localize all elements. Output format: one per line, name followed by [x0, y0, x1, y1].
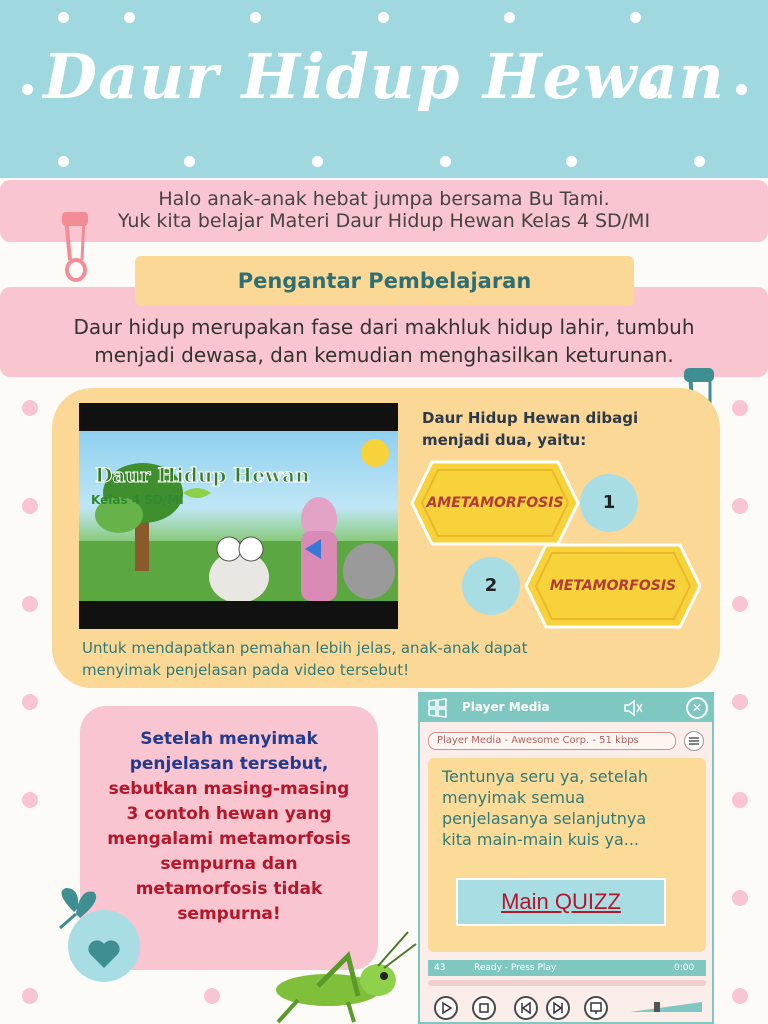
decor-dot [22, 498, 38, 514]
status-count: 43 [434, 963, 446, 973]
greeting-line: Yuk kita belajar Materi Daur Hidup Hewan Kelas 4 SD/MI [117, 210, 651, 232]
bow-heart-icon [46, 884, 156, 984]
decor-dot [312, 156, 323, 167]
question-line: mengalami metamorfosis [107, 829, 351, 849]
decor-dot [22, 988, 38, 1004]
decor-dot [58, 12, 69, 23]
greeting-band [0, 180, 768, 242]
windows-logo-icon [426, 698, 448, 718]
intro-tab-title: Pengantar Pembelajaran [135, 256, 634, 306]
decor-dot [566, 156, 577, 167]
play-button[interactable] [434, 996, 458, 1020]
ametamorfosis-badge [410, 460, 580, 546]
decor-dot [440, 156, 451, 167]
decor-dot [58, 156, 69, 167]
number-badge: 1 [580, 474, 638, 532]
stop-icon [474, 998, 494, 1018]
next-icon [548, 998, 568, 1018]
video-note-line: menyimak penjelasan pada video tersebut! [82, 661, 410, 679]
video-note-line: Untuk mendapatkan pemahan lebih jelas, anak-anak dapat [82, 639, 528, 657]
monitor-icon [586, 998, 606, 1018]
stop-button[interactable] [472, 996, 496, 1020]
video-scene-art [79, 431, 398, 601]
screen-button[interactable] [584, 996, 608, 1020]
decor-dot [732, 498, 748, 514]
decor-dot [504, 12, 515, 23]
menu-icon[interactable] [684, 731, 704, 751]
decor-dot [732, 694, 748, 710]
decor-dot [184, 156, 195, 167]
decor-dot [250, 12, 261, 23]
intro-line: menjadi dewasa, dan kemudian menghasilkan keturunan. [94, 343, 674, 367]
types-heading-line: Daur Hidup Hewan dibagi [422, 409, 639, 427]
intro-line: Daur hidup merupakan fase dari makhluk hidup lahir, tumbuh [73, 315, 695, 339]
video-player[interactable] [79, 403, 398, 629]
video-subtitle: Kelas 4 SD/MI [91, 493, 184, 507]
previous-button[interactable] [514, 996, 538, 1020]
question-line: 3 contoh hewan yang [126, 804, 332, 824]
decor-dot [694, 156, 705, 167]
play-icon [436, 998, 456, 1018]
question-line: sempurna dan [160, 854, 298, 874]
question-line: metamorfosis tidak [135, 879, 323, 899]
player-message-line: kita main-main kuis ya... [442, 830, 639, 849]
status-message: Ready - Press Play [474, 963, 557, 973]
player-message-line: menyimak semua [442, 788, 585, 807]
player-status-bar [428, 960, 706, 976]
decor-dot [22, 400, 38, 416]
grasshopper-icon [258, 930, 418, 1024]
close-icon[interactable]: ✕ [686, 697, 708, 719]
ametamorfosis-label: AMETAMORFOSIS [426, 495, 564, 511]
decor-dot [732, 400, 748, 416]
player-message [442, 766, 700, 850]
main-quiz-button[interactable]: Main QUIZZ [456, 878, 666, 926]
player-message-line: penjelasanya selanjutnya [442, 809, 647, 828]
decor-dot [732, 792, 748, 808]
previous-icon [516, 998, 536, 1018]
decor-dot [204, 988, 220, 1004]
decor-dot [630, 12, 641, 23]
safety-pin-icon [58, 210, 94, 284]
types-heading-line: menjadi dua, yaitu: [422, 431, 587, 449]
types-heading [422, 407, 712, 451]
volume-slider[interactable] [630, 1002, 702, 1012]
player-address-bar: Player Media - Awesome Corp. - 51 kbps [428, 732, 676, 750]
header-banner [0, 0, 768, 178]
greeting-line: Halo anak-anak hebat jumpa bersama Bu Tami. [158, 188, 610, 210]
decor-dot [22, 596, 38, 612]
decor-dot [22, 694, 38, 710]
video-title: Daur Hidup Hewan [95, 463, 310, 487]
decor-dot [22, 792, 38, 808]
question-line: Setelah menyimak [140, 729, 318, 749]
decor-dot [124, 12, 135, 23]
progress-bar[interactable] [428, 980, 706, 986]
video-note [82, 637, 682, 681]
question-line: sebutkan masing-masing [108, 779, 350, 799]
player-titlebar [420, 694, 712, 722]
question-line: sempurna! [177, 904, 281, 924]
metamorfosis-label: METAMORFOSIS [549, 578, 677, 594]
player-screen [428, 758, 706, 952]
next-button[interactable] [546, 996, 570, 1020]
media-player-window [418, 692, 714, 1024]
video-thumbnail [79, 431, 398, 601]
metamorfosis-badge [524, 543, 702, 629]
hamburger-lines [685, 732, 703, 750]
player-message-line: Tentunya seru ya, setelah [442, 767, 649, 786]
decor-dot [732, 988, 748, 1004]
speaker-icon[interactable] [622, 698, 644, 718]
decor-dot [378, 12, 389, 23]
decor-dot [732, 596, 748, 612]
player-title: Player Media [462, 700, 550, 714]
status-time: 0:00 [674, 963, 695, 973]
page-title: Daur Hidup Hewan [43, 40, 725, 113]
decor-dot [732, 890, 748, 906]
question-line: penjelasan tersebut, [129, 754, 329, 774]
number-badge: 2 [462, 557, 520, 615]
